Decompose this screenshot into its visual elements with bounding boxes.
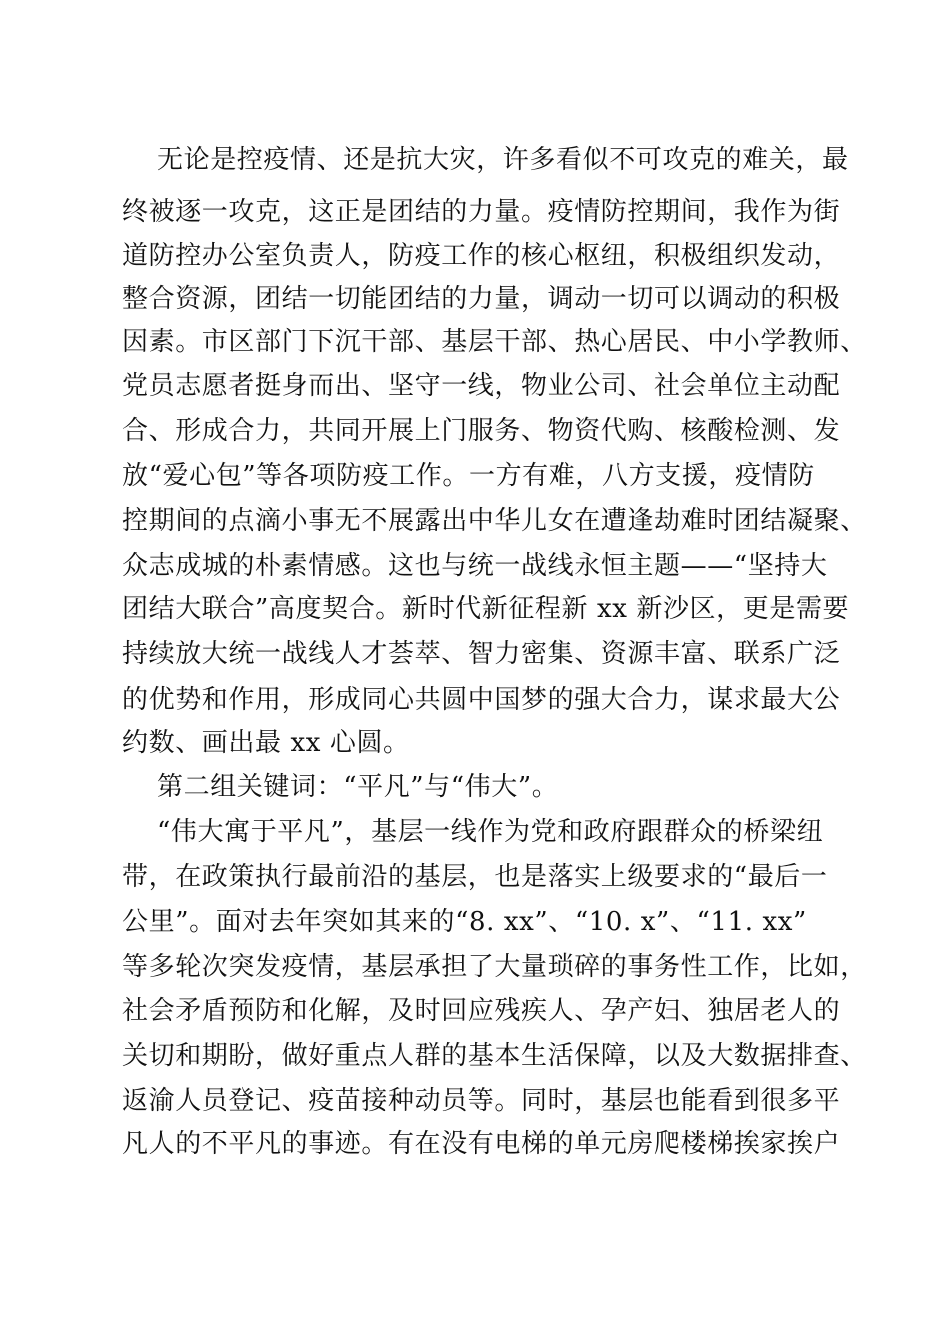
- paragraph-line: 关切和期盼，做好重点人群的基本生活保障，以及大数据排查、: [122, 1041, 867, 1071]
- paragraph-line: 凡人的不平凡的事迹。有在没有电梯的单元房爬楼梯挨家挨户: [122, 1129, 841, 1159]
- paragraph-line: 因素。市区部门下沉干部、基层干部、热心居民、中小学教师、: [122, 327, 867, 357]
- paragraph-line: 终被逐一攻克，这正是团结的力量。疫情防控期间，我作为街: [122, 197, 841, 227]
- paragraph-line: 无论是控疫情、还是抗大灾，许多看似不可攻克的难关，最: [157, 145, 849, 175]
- paragraph-line: 控期间的点滴小事无不展露出中华儿女在遭逢劫难时团结凝聚、: [122, 506, 867, 536]
- paragraph-line: 持续放大统一战线人才荟萃、智力密集、资源丰富、联系广泛: [122, 639, 841, 669]
- paragraph-line: 社会矛盾预防和化解，及时回应残疾人、孕产妇、独居老人的: [122, 996, 841, 1026]
- paragraph-line: 带，在政策执行最前沿的基层，也是落实上级要求的“最后一: [122, 862, 828, 892]
- paragraph-line: 整合资源，团结一切能团结的力量，调动一切可以调动的积极: [122, 284, 841, 314]
- section-heading: 第二组关键词：“平凡”与“伟大”。: [157, 772, 559, 802]
- paragraph-line: 合、形成合力，共同开展上门服务、物资代购、核酸检测、发: [122, 416, 841, 446]
- paragraph-line: 的优势和作用，形成同心共圆中国梦的强大合力，谋求最大公: [122, 685, 841, 715]
- paragraph-line: 公里”。面对去年突如其来的“8. xx”、“10. x”、“11. xx”: [122, 907, 807, 937]
- paragraph-line: 道防控办公室负责人，防疫工作的核心枢纽，积极组织发动，: [122, 241, 841, 271]
- paragraph-line: 党员志愿者挺身而出、坚守一线，物业公司、社会单位主动配: [122, 371, 841, 401]
- paragraph-line: 等多轮次突发疫情，基层承担了大量琐碎的事务性工作，比如，: [122, 952, 867, 982]
- paragraph-line: 众志成城的朴素情感。这也与统一战线永恒主题——“坚持大: [122, 551, 828, 581]
- paragraph-line: 团结大联合”高度契合。新时代新征程新 xx 新沙区，更是需要: [122, 594, 850, 624]
- paragraph-line: 放“爱心包”等各项防疫工作。一方有难，八方支援，疫情防: [122, 461, 815, 491]
- paragraph-line: 约数、画出最 xx 心圆。: [122, 728, 410, 758]
- paragraph-line: 返渝人员登记、疫苗接种动员等。同时，基层也能看到很多平: [122, 1086, 841, 1116]
- paragraph-line: “伟大寓于平凡”，基层一线作为党和政府跟群众的桥梁纽: [157, 817, 824, 847]
